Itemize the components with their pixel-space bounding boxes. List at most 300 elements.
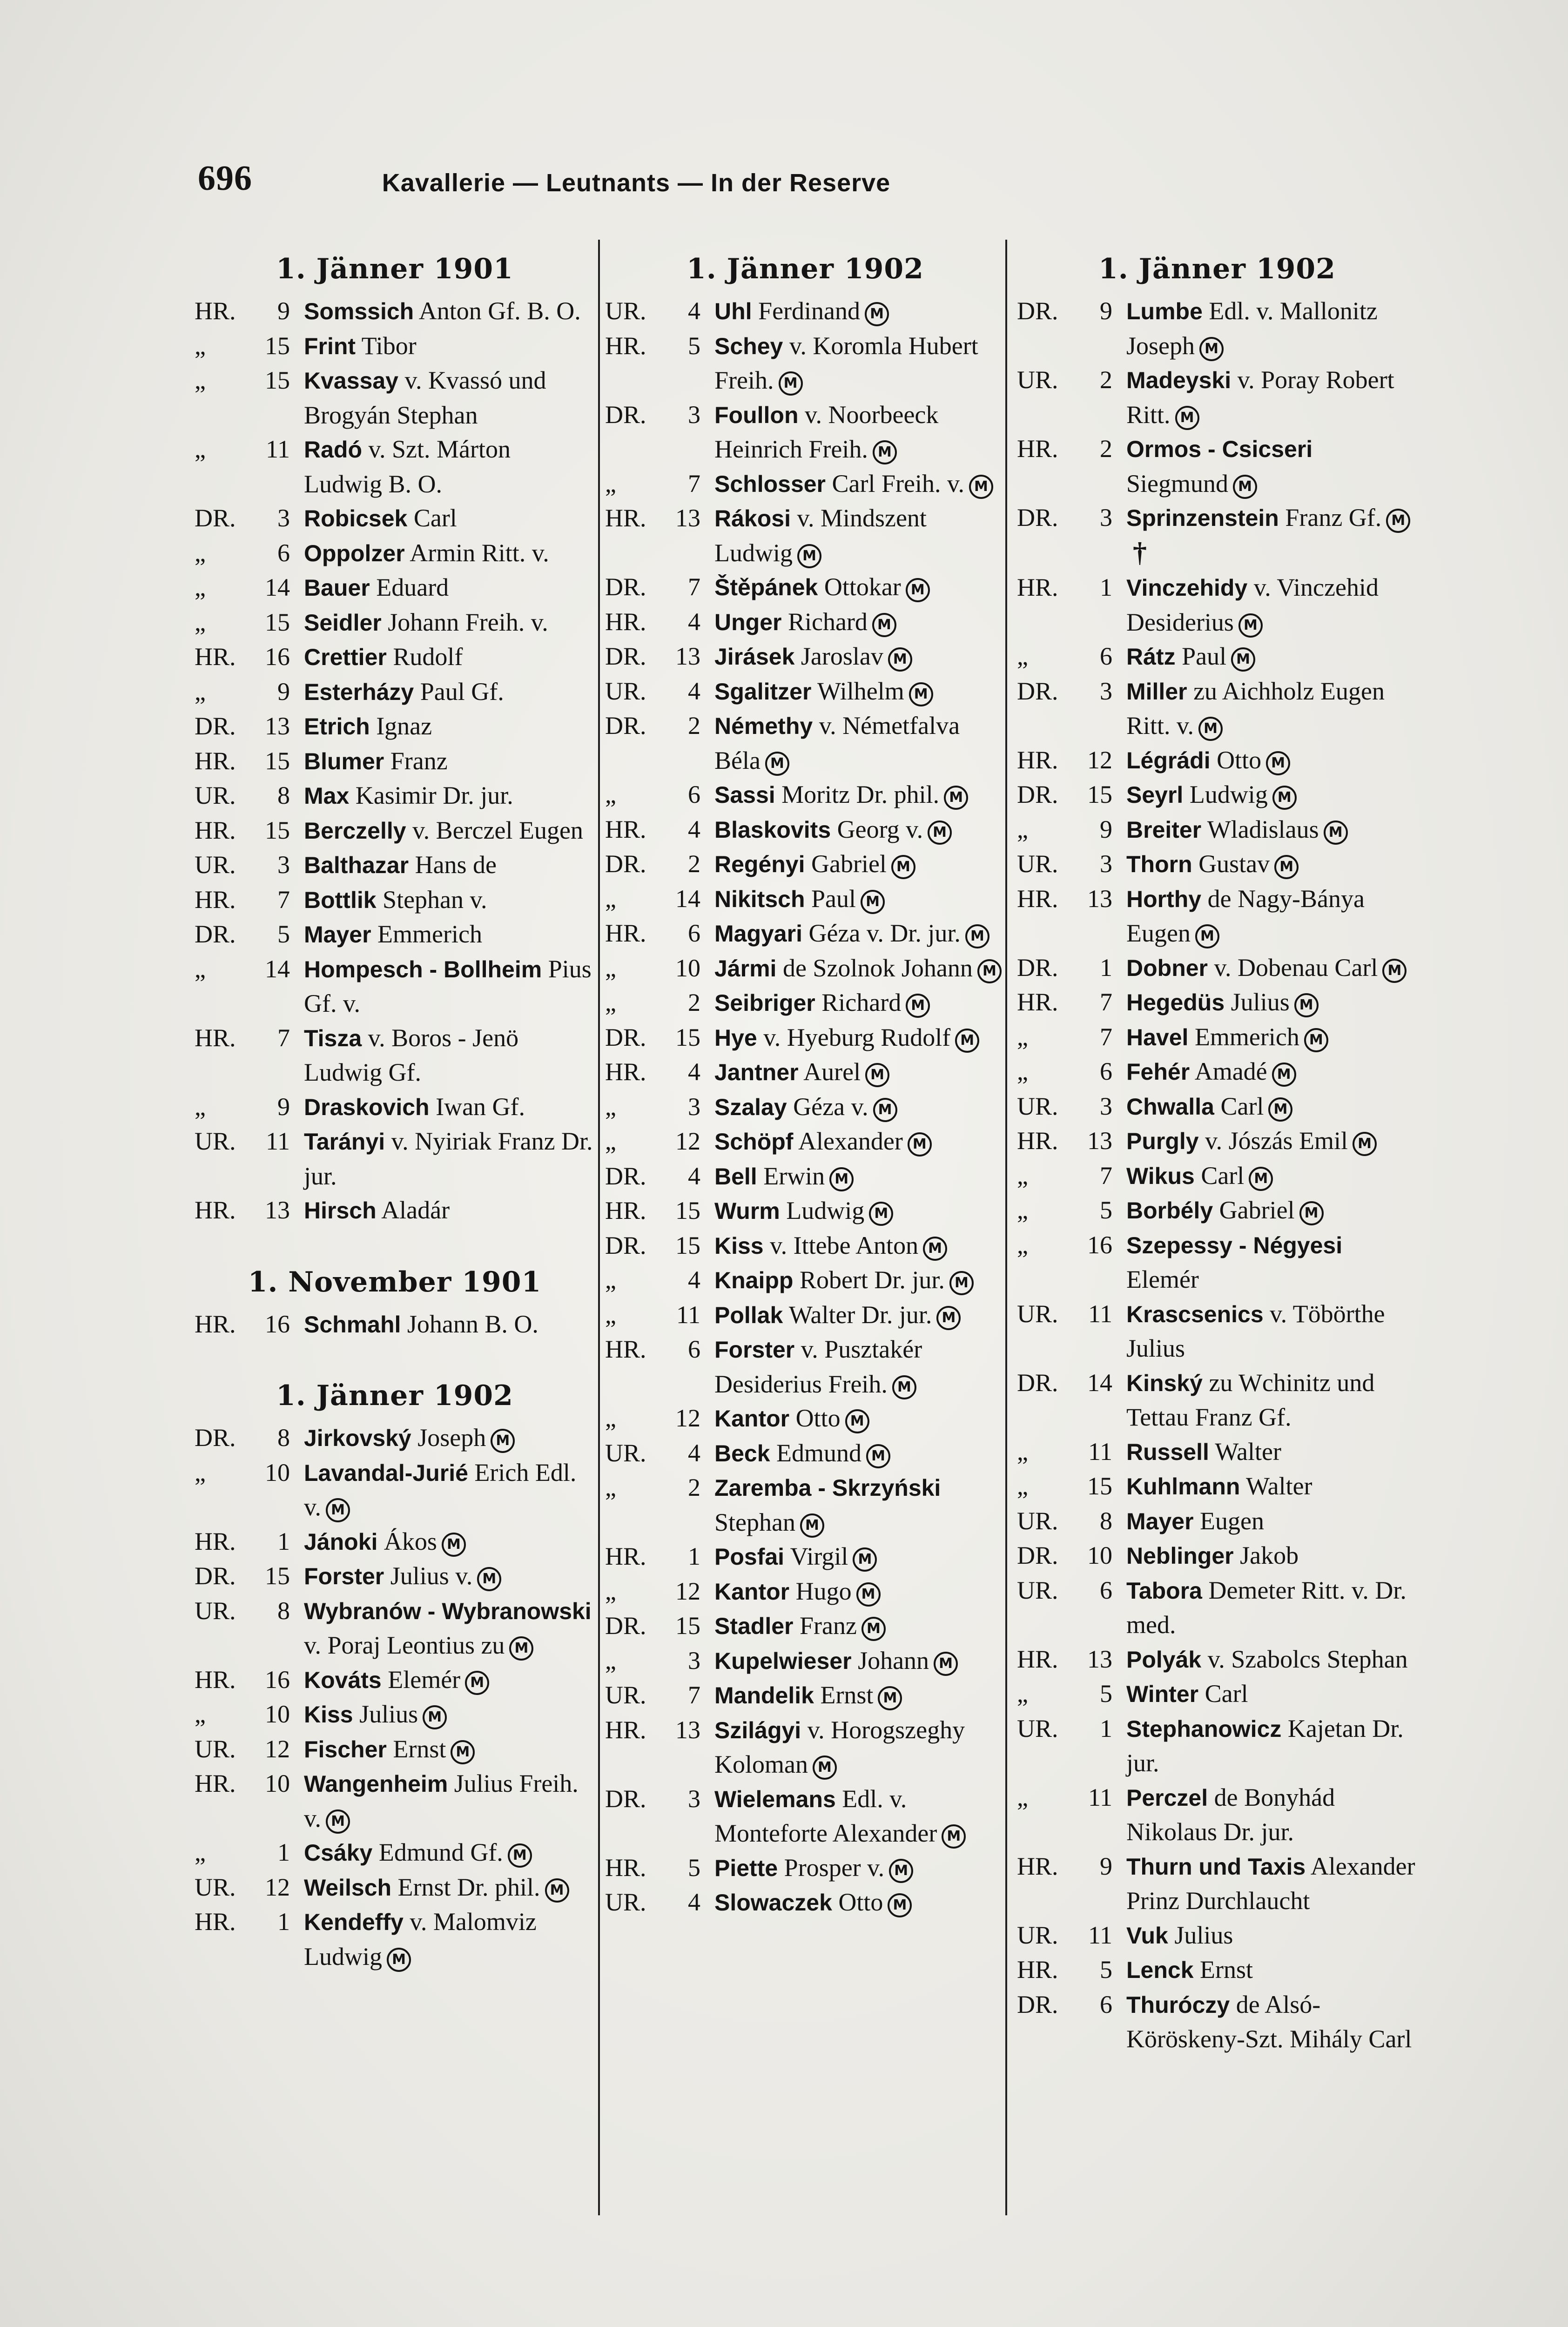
regiment-number: 13 — [1087, 1127, 1112, 1155]
circled-m-icon: M — [829, 1167, 854, 1191]
circled-m-icon: M — [800, 1513, 824, 1538]
regiment-type: HR. — [1017, 884, 1058, 913]
regiment-type: DR. — [195, 1424, 236, 1452]
officer-surname: Chwalla — [1126, 1093, 1214, 1120]
regiment-number: 3 — [1100, 850, 1112, 878]
officer-text — [714, 1335, 922, 1398]
officer-given-name: Walter — [1245, 1472, 1312, 1500]
circled-m-icon: M — [906, 578, 930, 602]
regiment-type: DR. — [1017, 504, 1058, 531]
officer-surname: Kantor — [714, 1406, 790, 1432]
circled-m-icon: M — [845, 1409, 869, 1433]
regiment-number: 4 — [688, 1058, 700, 1086]
officer-text — [304, 1769, 579, 1832]
roster-entry — [195, 814, 595, 848]
regiment-number: 6 — [688, 919, 700, 947]
officer-given-name: Elemér — [388, 1665, 461, 1694]
regiment-number: 11 — [1088, 1299, 1112, 1328]
circled-m-icon: M — [1382, 959, 1406, 983]
regiment-type: DR. — [195, 504, 236, 532]
officer-surname: Nikitsch — [714, 886, 805, 912]
column-1 — [195, 242, 595, 1974]
officer-surname: Etrich — [304, 713, 370, 740]
roster-entry — [1017, 639, 1417, 674]
regiment-type: UR. — [1017, 1092, 1058, 1120]
officer-surname: Wurm — [714, 1198, 780, 1224]
regiment-type: UR. — [195, 1127, 236, 1155]
regiment-type: HR. — [195, 1310, 236, 1338]
officer-text — [714, 1888, 912, 1916]
regiment-number: 15 — [265, 1562, 290, 1590]
officer-text — [304, 1093, 525, 1121]
officer-text — [1126, 1783, 1335, 1846]
officer-surname: Kováts — [304, 1667, 382, 1693]
officer-surname: Blumer — [304, 748, 384, 774]
officer-text — [1126, 1127, 1377, 1155]
roster-entry — [1017, 1849, 1417, 1918]
officer-surname: Kiss — [304, 1702, 353, 1728]
officer-given-name: Rudolf — [393, 643, 463, 671]
officer-text — [304, 1666, 489, 1694]
regiment-type: UR. — [195, 1735, 236, 1763]
officer-text — [1126, 1541, 1299, 1569]
circled-m-icon: M — [797, 544, 821, 568]
officer-surname: Lavandal-Jurié — [304, 1459, 468, 1486]
officer-surname: Fehér — [1126, 1059, 1190, 1085]
circled-m-icon: M — [1266, 751, 1290, 775]
officer-surname: Csáky — [304, 1840, 373, 1866]
officer-given-name: Robert Dr. jur. — [799, 1266, 945, 1294]
regiment-number: 16 — [265, 1665, 290, 1694]
circled-m-icon: M — [878, 1686, 902, 1710]
officer-surname: Jánoki — [304, 1528, 378, 1555]
officer-surname: Thurn und Taxis — [1126, 1853, 1306, 1880]
officer-surname: Vinczehidy — [1126, 575, 1248, 601]
officer-given-name: Georg v. — [837, 815, 923, 843]
officer-text — [1126, 1956, 1253, 1984]
officer-text — [304, 1127, 593, 1190]
regiment-number: 12 — [675, 1127, 700, 1155]
officer-given-name: Johann — [858, 1646, 929, 1675]
circled-m-icon: M — [1249, 1167, 1273, 1191]
regiment-type: HR. — [195, 885, 236, 914]
regiment-number: 1 — [1100, 953, 1112, 982]
officer-given-name: Erich Edl. v. — [304, 1458, 577, 1521]
roster-entry — [605, 1885, 1005, 1920]
regiment-type: DR. — [605, 1231, 646, 1259]
officer-text — [304, 1196, 450, 1224]
officer-text — [304, 1459, 576, 1521]
roster-entry — [195, 1663, 595, 1698]
regiment-number: 8 — [277, 1424, 290, 1452]
regiment-type: UR. — [1017, 1576, 1058, 1604]
regiment-type: „ — [605, 884, 616, 913]
officer-text — [1126, 573, 1379, 636]
regiment-number: 5 — [688, 1853, 700, 1882]
roster-entry — [195, 1767, 595, 1836]
regiment-type: HR. — [605, 1715, 646, 1744]
officer-text — [304, 1562, 501, 1590]
officer-surname: Seyrl — [1126, 782, 1184, 808]
regiment-number: 7 — [1100, 1022, 1112, 1051]
officer-given-name: Hugo — [795, 1577, 852, 1605]
regiment-number: 3 — [277, 851, 290, 879]
roster-entry — [195, 432, 595, 501]
officer-surname: Légrádi — [1126, 747, 1211, 773]
officer-text — [1126, 746, 1290, 774]
regiment-type: HR. — [605, 331, 646, 360]
roster-entry — [1017, 571, 1417, 639]
officer-given-name: Johann Freih. v. — [388, 608, 548, 636]
officer-given-name: Carl — [1205, 1680, 1248, 1708]
officer-given-name: Paul — [1182, 642, 1227, 670]
officer-text — [304, 1873, 569, 1901]
circled-m-icon: M — [1198, 717, 1223, 741]
officer-surname: Slowaczek — [714, 1890, 832, 1916]
officer-text — [714, 1023, 979, 1051]
officer-text — [1126, 850, 1299, 878]
regiment-type: HR. — [605, 1853, 646, 1882]
roster-entry — [1017, 1953, 1417, 1988]
regiment-type: DR. — [195, 920, 236, 948]
regiment-type: DR. — [605, 1784, 646, 1813]
roster-entry — [195, 605, 595, 640]
officer-surname: Foullon — [714, 402, 799, 428]
officer-surname: Max — [304, 783, 350, 809]
officer-given-name: Carl — [413, 504, 457, 532]
section-heading: 1. November 1901 — [248, 1265, 542, 1298]
regiment-type: „ — [1017, 1231, 1028, 1259]
officer-surname: Jármi — [714, 955, 777, 982]
officer-text — [714, 954, 1002, 982]
roster-entry — [605, 1055, 1005, 1090]
regiment-type: „ — [1017, 1057, 1028, 1085]
regiment-number: 6 — [1100, 1990, 1112, 2018]
circled-m-icon: M — [891, 855, 915, 879]
officer-surname: Hye — [714, 1024, 757, 1051]
regiment-number: 7 — [688, 1681, 700, 1709]
regiment-type: HR. — [195, 747, 236, 775]
circled-m-icon: M — [465, 1671, 489, 1695]
regiment-type: „ — [605, 469, 616, 498]
officer-given-name: Alexander — [798, 1127, 903, 1155]
officer-surname: Oppolzer — [304, 540, 405, 566]
officer-given-name: Walter Dr. jur. — [788, 1300, 932, 1329]
regiment-type: HR. — [195, 297, 236, 325]
officer-text — [1126, 1645, 1408, 1673]
roster-entry — [195, 1836, 595, 1870]
officer-surname: Hegedüs — [1126, 989, 1225, 1016]
roster-entry — [1017, 778, 1417, 813]
roster-entry — [1017, 882, 1417, 951]
circled-m-icon: M — [936, 1306, 961, 1330]
roster-entry — [195, 501, 595, 536]
regiment-number: 7 — [1100, 988, 1112, 1016]
roster-entry — [605, 1159, 1005, 1194]
regiment-number: 7 — [277, 885, 290, 914]
roster-entry — [1017, 1712, 1417, 1781]
roster-entry — [195, 952, 595, 1021]
officer-given-name: Armin Ritt. v. — [410, 538, 549, 567]
officer-text — [714, 1612, 886, 1640]
circled-m-icon: M — [949, 1271, 974, 1295]
regiment-type: „ — [1017, 642, 1028, 670]
roster-entry — [195, 640, 595, 675]
roster-entry — [195, 329, 595, 364]
regiment-type: DR. — [195, 712, 236, 740]
officer-given-name: v. Hyeburg Rudolf — [763, 1023, 951, 1051]
regiment-number: 5 — [1100, 1956, 1112, 1984]
officer-surname: Kupelwieser — [714, 1648, 852, 1674]
roster-entry — [195, 848, 595, 883]
circled-m-icon: M — [813, 1755, 837, 1780]
officer-given-name: Edmund Gf. — [378, 1838, 503, 1866]
regiment-number: 8 — [1100, 1506, 1112, 1535]
regiment-number: 2 — [688, 989, 700, 1016]
regiment-type: „ — [1017, 1437, 1028, 1466]
officer-surname: Dobner — [1126, 955, 1208, 981]
regiment-type: HR. — [195, 1196, 236, 1224]
officer-surname: Weilsch — [304, 1874, 392, 1901]
officer-given-name: Edmund — [776, 1439, 862, 1467]
roster-entry — [195, 1559, 595, 1594]
regiment-number: 15 — [265, 747, 290, 775]
officer-surname: Szilágyi — [714, 1717, 801, 1743]
regiment-type: „ — [605, 989, 616, 1016]
officer-text — [714, 1301, 961, 1329]
officer-surname: Breiter — [1126, 816, 1202, 843]
regiment-type: UR. — [1017, 1299, 1058, 1328]
officer-given-name: Géza v. Dr. jur. — [808, 919, 961, 947]
regiment-type: HR. — [195, 1769, 236, 1797]
officer-text — [714, 815, 952, 843]
officer-given-name: Ferdinand — [758, 297, 860, 325]
regiment-number: 6 — [277, 538, 290, 567]
roster-entry — [605, 1471, 1005, 1540]
officer-given-name: Emmerich — [377, 920, 482, 948]
officer-given-name: Iwan Gf. — [436, 1092, 525, 1121]
regiment-type: HR. — [605, 504, 646, 532]
regiment-number: 2 — [688, 1473, 700, 1501]
officer-text — [1126, 1196, 1324, 1224]
regiment-type: HR. — [1017, 573, 1058, 601]
regiment-type: UR. — [195, 851, 236, 879]
regiment-number: 1 — [277, 1838, 290, 1866]
officer-given-name: v. Jószás Emil — [1205, 1127, 1348, 1155]
roster-entry — [1017, 1435, 1417, 1470]
officer-surname: Bell — [714, 1163, 757, 1190]
officer-surname: Thuróczy — [1126, 1991, 1230, 2018]
roster-entry — [605, 605, 1005, 640]
roster-entry — [605, 329, 1005, 398]
regiment-number: 14 — [675, 884, 700, 913]
officer-given-name: Prosper v. — [784, 1853, 885, 1882]
roster-entry — [1017, 1642, 1417, 1677]
officer-text — [304, 955, 592, 1018]
officer-text — [1126, 954, 1406, 982]
roster-entry — [605, 778, 1005, 813]
roster-entry — [1017, 1574, 1417, 1642]
roster-entry — [605, 501, 1005, 570]
circled-m-icon: M — [1299, 1201, 1324, 1225]
regiment-type: DR. — [605, 1612, 646, 1640]
regiment-type: DR. — [1017, 1368, 1058, 1397]
officer-given-name: Ernst — [393, 1735, 446, 1763]
circled-m-icon: M — [856, 1582, 881, 1607]
officer-given-name: Ludwig — [1189, 780, 1268, 808]
officer-given-name: v. Pusztakér Desiderius Freih. — [714, 1335, 922, 1398]
officer-text — [1126, 642, 1255, 670]
roster-entry — [605, 951, 1005, 986]
officer-text — [1126, 1507, 1264, 1535]
officer-surname: Jantner — [714, 1059, 799, 1085]
roster-entry — [605, 1713, 1005, 1782]
roster-entry — [1017, 951, 1417, 986]
officer-given-name: Julius — [359, 1700, 418, 1728]
regiment-number: 12 — [1087, 746, 1112, 774]
officer-given-name: Gustav — [1198, 850, 1270, 878]
circled-m-icon: M — [872, 613, 896, 637]
regiment-type: DR. — [605, 1162, 646, 1190]
roster-entry — [1017, 1193, 1417, 1228]
regiment-type: DR. — [605, 850, 646, 878]
roster-entry — [605, 1644, 1005, 1679]
regiment-type: „ — [1017, 1196, 1028, 1224]
officer-surname: Blaskovits — [714, 816, 831, 843]
officer-text — [714, 1577, 881, 1605]
page-number: 696 — [198, 159, 252, 198]
circled-m-icon: M — [861, 890, 885, 914]
regiment-number: 4 — [688, 1439, 700, 1467]
regiment-number: 4 — [688, 297, 700, 325]
officer-text — [1126, 1023, 1328, 1051]
regiment-number: 16 — [1087, 1231, 1112, 1259]
officer-surname: Némethy — [714, 713, 813, 739]
officer-surname: Hirsch — [304, 1197, 377, 1224]
officer-surname: Mandelik — [714, 1682, 814, 1708]
roster-entry — [605, 847, 1005, 882]
regiment-type: „ — [1017, 1161, 1028, 1190]
officer-surname: Szepessy - Négyesi — [1126, 1232, 1343, 1258]
circled-m-icon: M — [1238, 613, 1263, 638]
officer-surname: Pollak — [714, 1302, 783, 1328]
officer-surname: Rátz — [1126, 644, 1176, 670]
officer-surname: Miller — [1126, 678, 1187, 705]
circled-m-icon: M — [873, 1098, 897, 1122]
officer-surname: Rákosi — [714, 505, 791, 531]
officer-given-name: v. Töbörthe Julius — [1126, 1299, 1385, 1362]
officer-given-name: Virgil — [790, 1542, 848, 1570]
officer-given-name: v. Ittebe Anton — [770, 1231, 919, 1259]
officer-given-name: Carl — [1220, 1092, 1264, 1120]
officer-text — [304, 1735, 475, 1763]
circled-m-icon: M — [1272, 786, 1297, 810]
circled-m-icon: M — [908, 1132, 932, 1157]
officer-surname: Mayer — [304, 921, 371, 948]
officer-text — [304, 886, 487, 914]
officer-text — [1126, 1852, 1415, 1915]
roster-entry — [195, 883, 595, 918]
roster-entry — [605, 1851, 1005, 1886]
officer-text — [304, 1024, 518, 1087]
officer-surname: Polyák — [1126, 1646, 1202, 1673]
officer-given-name: v. Mindszent Ludwig — [714, 504, 927, 567]
circled-m-icon: M — [853, 1547, 877, 1572]
officer-surname: Somssich — [304, 298, 414, 324]
regiment-type: HR. — [605, 607, 646, 636]
roster-entry — [1017, 743, 1417, 778]
circled-m-icon: M — [1195, 924, 1219, 948]
roster-entry — [605, 467, 1005, 502]
circled-m-icon: M — [892, 1375, 916, 1399]
circled-m-icon: M — [869, 1202, 893, 1226]
officer-surname: Stephanowicz — [1126, 1715, 1282, 1742]
officer-text — [1126, 815, 1348, 843]
officer-text — [714, 504, 927, 567]
officer-text — [714, 712, 960, 774]
officer-text — [714, 608, 896, 636]
roster-entry — [195, 1870, 595, 1905]
officer-surname: Seidler — [304, 609, 382, 636]
roster-entry — [195, 1456, 595, 1525]
officer-surname: Thorn — [1126, 851, 1192, 877]
regiment-number: 4 — [688, 1888, 700, 1916]
officer-given-name: Ludwig — [786, 1197, 865, 1224]
regiment-number: 3 — [688, 1092, 700, 1121]
officer-surname: Tabora — [1126, 1577, 1202, 1604]
officer-text — [304, 816, 583, 844]
officer-surname: Jirkovský — [304, 1425, 411, 1451]
circled-m-icon: M — [861, 1617, 886, 1641]
circled-m-icon: M — [888, 1893, 912, 1917]
roster-entry — [605, 1609, 1005, 1644]
officer-given-name: Otto — [1217, 746, 1262, 774]
officer-text — [304, 366, 546, 429]
regiment-number: 10 — [1087, 1541, 1112, 1569]
officer-text — [1126, 504, 1410, 567]
circled-m-icon: M — [508, 1843, 532, 1868]
officer-given-name: v. Horogszeghy Koloman — [714, 1715, 965, 1778]
officer-given-name: Carl Freih. v. — [832, 469, 964, 498]
officer-surname: Forster — [714, 1337, 795, 1363]
officer-text — [1126, 988, 1319, 1016]
roster-entry — [1017, 1539, 1417, 1574]
roster-entry — [1017, 432, 1417, 501]
regiment-number: 5 — [1100, 1680, 1112, 1708]
circled-m-icon: M — [442, 1533, 466, 1557]
regiment-type: „ — [605, 1473, 616, 1501]
column-3 — [1017, 242, 1417, 2057]
officer-text — [304, 1597, 592, 1660]
roster-entry — [1017, 1020, 1417, 1055]
officer-surname: Wikus — [1126, 1163, 1195, 1189]
section-heading: 1. Jänner 1902 — [1098, 253, 1336, 285]
regiment-type: DR. — [1017, 1990, 1058, 2018]
circled-m-icon: M — [873, 440, 897, 464]
roster-entry — [195, 1021, 595, 1090]
regiment-type: HR. — [1017, 988, 1058, 1016]
officer-text — [304, 643, 463, 671]
column-divider — [598, 240, 600, 2215]
officer-surname: Kuhlmann — [1126, 1473, 1240, 1500]
officer-given-name: Otto — [838, 1888, 883, 1916]
regiment-type: „ — [195, 1458, 206, 1486]
officer-given-name: v. Szabolcs Stephan — [1207, 1645, 1408, 1673]
regiment-number: 15 — [265, 331, 290, 360]
circled-m-icon: M — [865, 302, 889, 326]
regiment-type: HR. — [605, 815, 646, 843]
regiment-number: 1 — [1100, 1714, 1112, 1742]
